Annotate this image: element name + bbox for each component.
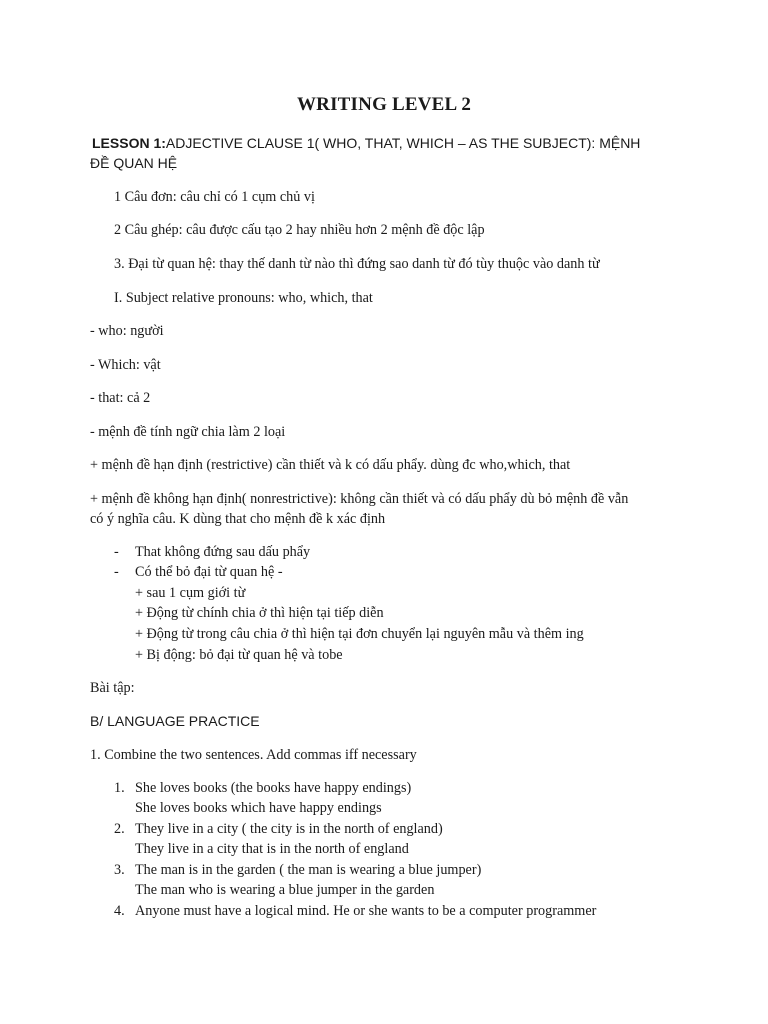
sub-item-passive: + Bị động: bỏ đại từ quan hệ và tobe <box>135 647 343 663</box>
sub-item-present-continuous: + Động từ chính chia ở thì hiện tại tiếp diễn <box>135 605 384 621</box>
exercise-answer: They live in a city that is in the north of england <box>135 841 409 857</box>
exercise-label: Bài tập: <box>90 680 135 696</box>
point-subject-relative-pronouns: I. Subject relative pronouns: who, which, that <box>114 290 373 306</box>
lesson-text: ADJECTIVE CLAUSE 1( WHO, THAT, WHICH – AS THE SUBJECT): MỆNH <box>165 135 641 151</box>
exercise-answer: The man who is wearing a blue jumper in the garden <box>135 882 435 898</box>
note-restrictive: + mệnh đề hạn định (restrictive) cần thiết và k có dấu phẩy. dùng đc who,which, that <box>90 457 571 473</box>
exercise-question: They live in a city ( the city is in the north of england) <box>135 821 443 837</box>
sub-item-preposition: + sau 1 cụm giới từ <box>135 585 246 601</box>
note-that: - that: cả 2 <box>90 390 151 406</box>
exercise-number: 2. <box>114 821 125 837</box>
dash-item-omit-pronoun: Có thể bỏ đại từ quan hệ - <box>135 564 283 580</box>
note-nonrestrictive-line1: + mệnh đề không hạn định( nonrestrictive): không cần thiết và có dấu phẩy dù bỏ mệnh đề vẫn <box>90 491 629 507</box>
sub-item-present-simple: + Động từ trong câu chia ở thì hiện tại đơn chuyển lại nguyên mẫu và thêm ing <box>135 626 584 642</box>
dash-item-that-comma: That không đứng sau dấu phẩy <box>135 544 311 560</box>
exercise-question: Anyone must have a logical mind. He or she wants to be a computer programmer <box>135 903 597 919</box>
dash-mark: - <box>114 544 119 560</box>
exercise-question: She loves books (the books have happy endings) <box>135 780 412 796</box>
exercise-number: 1. <box>114 780 125 796</box>
exercise-number: 4. <box>114 903 125 919</box>
exercise-question: The man is in the garden ( the man is wearing a blue jumper) <box>135 862 482 878</box>
lesson-heading-line2: ĐỀ QUAN HỆ <box>90 155 178 171</box>
section-language-practice: B/ LANGUAGE PRACTICE <box>90 713 260 729</box>
dash-mark: - <box>114 564 119 580</box>
note-nonrestrictive-line2: có ý nghĩa câu. K dùng that cho mệnh đề k xác định <box>90 511 386 527</box>
point-compound-sentence: 2 Câu ghép: câu được cấu tạo 2 hay nhiều hơn 2 mệnh đề độc lập <box>114 222 485 238</box>
note-which: - Which: vật <box>90 357 161 373</box>
exercise-instruction: 1. Combine the two sentences. Add commas iff necessary <box>90 747 417 763</box>
lesson-heading-line1 <box>92 133 640 153</box>
lesson-label: LESSON 1: <box>92 135 166 151</box>
note-who: - who: người <box>90 323 164 339</box>
note-clause-types: - mệnh đề tính ngữ chia làm 2 loại <box>90 424 286 440</box>
document-title: WRITING LEVEL 2 <box>296 94 472 115</box>
point-relative-pronoun: 3. Đại từ quan hệ: thay thế danh từ nào thì đứng sao danh từ đó tùy thuộc vào danh từ <box>114 256 600 272</box>
exercise-answer: She loves books which have happy endings <box>135 800 382 816</box>
point-simple-sentence: 1 Câu đơn: câu chỉ có 1 cụm chủ vị <box>114 189 315 205</box>
exercise-number: 3. <box>114 862 125 878</box>
